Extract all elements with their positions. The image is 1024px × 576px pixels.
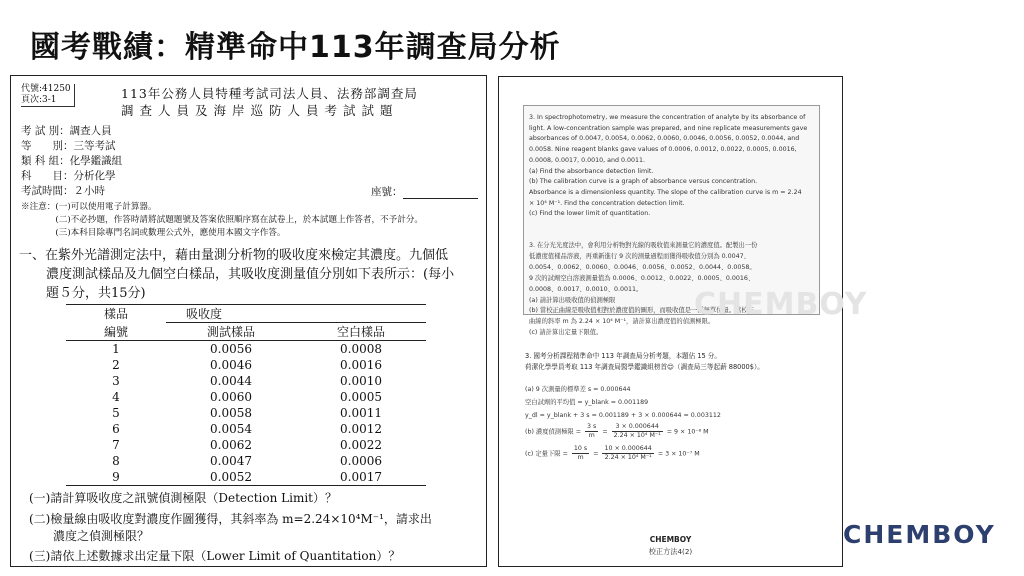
problem-line: (c) Find the lower limit of quantitation.	[529, 210, 651, 218]
problem-line: (c) 請計算出定量下限值。	[529, 329, 603, 337]
chemboy-logo: CHEMBOY	[843, 520, 996, 549]
problem-line: 曲線的斜率 m 為 2.24 × 10⁴ M⁻¹，請計算出濃度值的偵測極限。	[529, 318, 715, 326]
answer-b-result: = 9 × 10⁻⁸ M	[666, 428, 709, 436]
table-row	[66, 453, 426, 469]
fraction-3s-over-m: $\frac{3 s}{m}$	[587, 423, 597, 439]
table-cell-test: 0.0056	[210, 342, 252, 356]
problem-line: 3. In spectrophotometry, we measure the concentration of analyte by its absorbance of	[529, 114, 806, 121]
table-row	[66, 469, 426, 486]
exam-note: (三)本科目除專門名詞或數理公式外，應使用本國文字作答。	[21, 228, 286, 238]
exam-code-box	[21, 84, 75, 107]
absorbance-table	[66, 304, 426, 486]
table-cell-no: 8	[112, 454, 120, 468]
table-row	[66, 437, 426, 453]
seat-blank-line	[403, 188, 478, 199]
table-cell-test: 0.0058	[210, 406, 252, 420]
problem-line: 9 次的試劑空白溶液測量值為 0.0006、0.0012、0.0022、0.0005、0.0016、	[529, 274, 755, 282]
answer-header-line: 荷潔化學學員考取 113 年調查局醫學鑑識組榜首😊（調查局三等起薪 88000$）。	[525, 363, 764, 371]
problem-line: light. A low-concentration sample was prepared, and nine replicate measurements gave	[529, 124, 808, 132]
problem-line: (a) Find the absorbance detection limit.	[529, 167, 654, 175]
problem-english	[529, 113, 814, 220]
fraction-10s-over-m: $\frac{10 s}{m}$	[573, 445, 588, 461]
table-cell-blank: 0.0010	[340, 374, 382, 388]
answer-body	[525, 384, 825, 467]
table-header-blank: 空白樣品	[296, 323, 426, 341]
solution-sheet	[498, 76, 868, 567]
problem-line: 0.0008、0.0017、0.0010、0.0011。	[529, 285, 643, 293]
exam-meta-row: 等 別：三等考試	[21, 140, 116, 152]
table-cell-blank: 0.0005	[340, 390, 382, 404]
problem-line: × 10⁴ M⁻¹. Find the concentration detection limit.	[529, 199, 685, 207]
table-cell-blank: 0.0011	[340, 406, 382, 420]
table-row	[66, 373, 426, 389]
table-cell-blank: 0.0016	[340, 358, 382, 372]
exam-page: 頁次:3-1	[21, 95, 57, 105]
table-row	[66, 405, 426, 421]
table-cell-test: 0.0046	[210, 358, 252, 372]
table-cell-test: 0.0052	[166, 469, 296, 486]
exam-notes	[21, 201, 481, 240]
table-cell-no: 2	[112, 358, 120, 372]
table-cell-no: 4	[112, 390, 120, 404]
exam-meta	[21, 124, 122, 199]
table-row	[66, 357, 426, 373]
exam-paper	[10, 75, 487, 567]
fraction-c-values: $\frac{10 \times 0.000644}{\text{2.24 × 10⁴ M⁻¹}}$	[604, 445, 652, 461]
answer-header	[525, 351, 825, 373]
table-cell-test: 0.0054	[210, 422, 252, 436]
question-line: 濃度測試樣品及九個空白樣品，其吸收度測量值分別如下表所示：(每小	[46, 267, 455, 282]
exam-code: 代號:41250	[21, 84, 71, 94]
sheet-brand: CHEMBOY	[649, 535, 692, 544]
table-cell-blank: 0.0017	[296, 469, 426, 486]
problem-line: 0.0058. Nine reagent blanks gave values of 0.0006, 0.0012, 0.0022, 0.0005, 0.0016,	[529, 146, 797, 154]
table-cell-test: 0.0062	[210, 438, 252, 452]
table-cell-no: 5	[112, 406, 120, 420]
answer-blank-mean: 空白試劑的平均值 = y_blank = 0.001189	[525, 399, 649, 406]
answer-signal-dl: y_dl = y_blank + 3 s = 0.001189 + 3 × 0.000644 = 0.003112	[525, 412, 721, 419]
table-row	[66, 389, 426, 405]
problem-line: (b) 當校正曲線是吸收值相對於濃度值的圖形，而吸收值是一種無單位量。當校正	[529, 307, 755, 315]
seat-label: 座號：	[371, 186, 403, 198]
sub-question-1: (一)請計算吸收度之訊號偵測極限（Detection Limit）？	[29, 491, 338, 505]
problem-line: 3. 在分光光度法中，會利用分析物對光線的吸收值來測量它的濃度值。配製出一份	[529, 242, 758, 249]
table-cell-test: 0.0044	[210, 374, 252, 388]
answer-c-label: (c) 定量下限 =	[525, 450, 568, 458]
problem-line: (b) The calibration curve is a graph of absorbance versus concentration.	[529, 178, 758, 186]
exam-title-line1: 113年公務人員特種考試司法人員、法務部調查局	[121, 86, 418, 101]
sub-question-3: (三)請依上述數據求出定量下限（Lower Limit of Quantitation）？	[29, 549, 401, 563]
sub-question-2-line2: 濃度之偵測極限？	[53, 529, 150, 543]
table-cell-no: 7	[112, 438, 120, 452]
watermark-text: CHEMBOY	[694, 287, 868, 322]
exam-meta-row: 類 科 組：化學鑑識組	[21, 155, 123, 167]
table-cell-no: 6	[112, 422, 120, 436]
exam-title-line2: 調查人員及海岸巡防人員考試試題	[121, 103, 399, 118]
sub-question-2	[29, 511, 484, 545]
answer-header-line: 3. 國考分析課程精準命中 113 年調查局分析考題，本題佔 15 分。	[525, 352, 721, 360]
problem-line: Absorbance is a dimensionless quantity. The slope of the calibration curve is m = 2.24	[529, 188, 802, 196]
table-header-number: 編號	[66, 323, 166, 341]
problem-line: 0.0008, 0.0017, 0.0010, and 0.0011.	[529, 156, 645, 164]
table-cell-blank: 0.0022	[340, 438, 382, 452]
table-row	[66, 421, 426, 437]
answer-b	[525, 423, 825, 445]
table-cell-blank: 0.0006	[340, 454, 382, 468]
table-header-test: 測試樣品	[166, 323, 296, 341]
fraction-b-values: $\frac{3 \times 0.000644}{\text{2.24 × 10⁴ M⁻¹}}$	[613, 423, 661, 439]
seat-number-field	[371, 184, 478, 199]
slide-title: 國考戰績：精準命中113年調查局分析	[30, 30, 561, 65]
table-row	[66, 341, 426, 358]
answer-a: (a) 9 次測量的標準差 s = 0.000644	[525, 386, 631, 393]
table-cell-blank: 0.0012	[340, 422, 382, 436]
problem-line: absorbances of 0.0047, 0.0054, 0.0062, 0.0060, 0.0046, 0.0056, 0.0052, 0.0044, and	[529, 135, 800, 143]
exam-note: ※注意：(一)可以使用電子計算器。	[21, 202, 157, 212]
problem-line: 低濃度值樣品溶液，再重新進行 9 次的測量過程而獲得吸收值分別為 0.0047、	[529, 252, 750, 260]
equals-sign: =	[602, 428, 608, 436]
table-cell-test: 0.0047	[210, 454, 252, 468]
problem-line: 0.0054、0.0062、0.0060、0.0046、0.0056、0.0052、0.0044、0.0058。	[529, 263, 756, 271]
table-header-sample: 樣品	[66, 305, 166, 323]
question-line: 題５分，共15分)	[46, 286, 146, 301]
exam-meta-row: 考試時間：２小時	[21, 185, 105, 197]
table-cell-no: 3	[112, 374, 120, 388]
table-cell-blank: 0.0008	[340, 342, 382, 356]
problem-line: (a) 請計算出吸收值的偵測極限	[529, 296, 616, 304]
exam-note: (二)不必抄題，作答時請將試題題號及答案依照順序寫在試卷上，於本試題上作答者，不予計分。	[21, 215, 424, 225]
answer-b-label: (b) 濃度偵測極限 =	[525, 428, 581, 436]
question-stem	[19, 246, 481, 303]
table-header-absorbance: 吸收度	[166, 305, 426, 323]
equals-sign: =	[593, 450, 599, 458]
sub-question-2-line1: (二)檢量線由吸收度對濃度作圖獲得，其斜率為 m=2.24×10⁴M⁻¹，請求出	[29, 512, 432, 526]
answer-c-result: = 3 × 10⁻⁷ M	[657, 450, 700, 458]
question-line: 一、在紫外光譜測定法中，藉由量測分析物的吸收度來檢定其濃度。九個低	[19, 248, 449, 263]
exam-meta-row: 考 試 別：調查人員	[21, 125, 112, 137]
table-cell-no: 9	[66, 469, 166, 486]
table-cell-test: 0.0060	[210, 390, 252, 404]
sheet-footer: 校正方法4(2)	[648, 547, 693, 556]
exam-meta-row: 科 目：分析化學	[21, 170, 116, 182]
table-cell-no: 1	[112, 342, 120, 356]
answer-c	[525, 445, 825, 467]
